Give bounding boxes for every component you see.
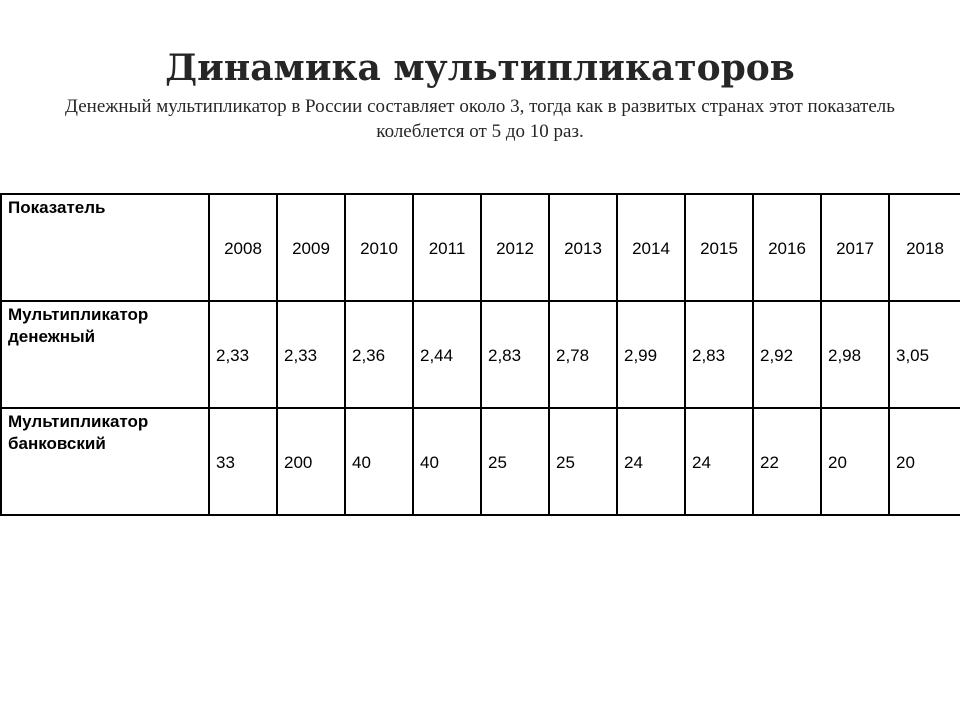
year-cell: 2011: [413, 194, 481, 301]
value-cell: 25: [481, 408, 549, 515]
year-cell: 2013: [549, 194, 617, 301]
multiplier-table: [0, 193, 960, 516]
value-cell: 2,44: [413, 301, 481, 408]
value-cell: 20: [821, 408, 889, 515]
year-cell: 2012: [481, 194, 549, 301]
table-row-money-multiplier: [1, 301, 960, 408]
value-cell: 40: [413, 408, 481, 515]
value-cell: 33: [209, 408, 277, 515]
row-label-line1: Мультипликатор: [8, 305, 149, 324]
row-label-line2: денежный: [8, 327, 96, 346]
year-cell: 2009: [277, 194, 345, 301]
table-header-row: [1, 194, 960, 301]
value-cell: 22: [753, 408, 821, 515]
value-cell: 24: [685, 408, 753, 515]
value-cell: 2,83: [685, 301, 753, 408]
table-row-bank-multiplier: [1, 408, 960, 515]
slide-title: Динамика мультипликаторов: [165, 47, 795, 89]
header-label: Показатель: [8, 198, 106, 217]
value-cell: 24: [617, 408, 685, 515]
header-label-cell: [1, 194, 209, 301]
year-cell: 2008: [209, 194, 277, 301]
value-cell: 25: [549, 408, 617, 515]
value-cell: 2,98: [821, 301, 889, 408]
value-cell: 2,78: [549, 301, 617, 408]
slide-subtitle: Денежный мультипликатор в России составляет около 3, тогда как в развитых странах этот показатель колеблется от 5 до 10 раз.: [65, 96, 895, 142]
year-cell: 2016: [753, 194, 821, 301]
year-cell: 2014: [617, 194, 685, 301]
value-cell: 3,05: [889, 301, 960, 408]
year-cell: 2018: [889, 194, 960, 301]
row-label-line2: банковский: [8, 434, 106, 453]
value-cell: 2,33: [277, 301, 345, 408]
value-cell: 200: [277, 408, 345, 515]
row-label-cell: [1, 408, 209, 515]
value-cell: 2,33: [209, 301, 277, 408]
year-cell: 2010: [345, 194, 413, 301]
year-cell: 2017: [821, 194, 889, 301]
year-cell: 2015: [685, 194, 753, 301]
value-cell: 2,92: [753, 301, 821, 408]
row-label-cell: [1, 301, 209, 408]
value-cell: 2,83: [481, 301, 549, 408]
value-cell: 2,36: [345, 301, 413, 408]
value-cell: 40: [345, 408, 413, 515]
value-cell: 2,99: [617, 301, 685, 408]
value-cell: 20: [889, 408, 960, 515]
row-label-line1: Мультипликатор: [8, 412, 149, 431]
